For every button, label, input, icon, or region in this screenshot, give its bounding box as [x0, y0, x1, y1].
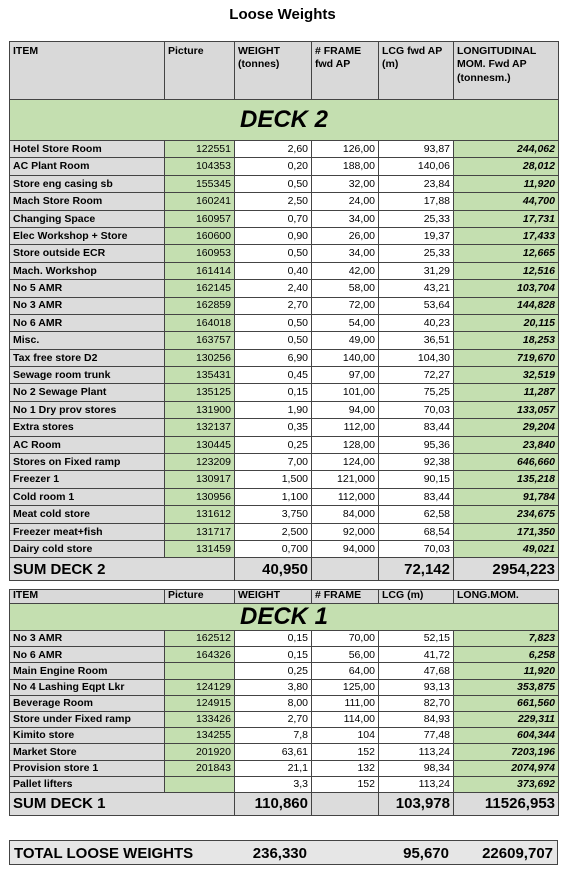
- row-picture: 155345: [165, 175, 235, 192]
- table-row: [10, 471, 559, 488]
- row-moment: 11,287: [454, 384, 559, 401]
- row-picture: 130445: [165, 436, 235, 453]
- total-weight: 236,330: [252, 845, 307, 862]
- row-item: Market Store: [10, 744, 165, 760]
- row-weight: 0,15: [235, 631, 312, 647]
- row-moment: 11,920: [454, 663, 559, 679]
- table-row: [10, 367, 559, 384]
- row-weight: 0,20: [235, 158, 312, 175]
- row-moment: 133,057: [454, 401, 559, 418]
- row-lcg: 36,51: [379, 332, 454, 349]
- row-item: AC Plant Room: [10, 158, 165, 175]
- row-item: Stores on Fixed ramp: [10, 454, 165, 471]
- row-weight: 21,1: [235, 760, 312, 776]
- row-weight: 0,15: [235, 384, 312, 401]
- row-item: Kimito store: [10, 728, 165, 744]
- row-picture: 162512: [165, 631, 235, 647]
- row-item: Mach. Workshop: [10, 262, 165, 279]
- row-picture: 104353: [165, 158, 235, 175]
- total-label: TOTAL LOOSE WEIGHTS: [14, 845, 194, 862]
- row-frame: 56,00: [312, 647, 379, 663]
- row-lcg: 43,21: [379, 280, 454, 297]
- row-frame: 92,000: [312, 523, 379, 540]
- col-header-item: ITEM: [10, 42, 165, 100]
- table-row: [10, 506, 559, 523]
- sum-weight: 110,860: [235, 792, 312, 815]
- table-row: [10, 488, 559, 505]
- page-title: Loose Weights: [229, 6, 336, 23]
- sum-weight: 40,950: [235, 558, 312, 581]
- deck1-sum-row: [10, 792, 559, 815]
- table-row: [10, 523, 559, 540]
- row-frame: 152: [312, 744, 379, 760]
- row-lcg: 98,34: [379, 760, 454, 776]
- row-picture: 161414: [165, 262, 235, 279]
- row-weight: 1,100: [235, 488, 312, 505]
- row-moment: 2074,974: [454, 760, 559, 776]
- row-weight: 2,70: [235, 297, 312, 314]
- total-lcg: 95,670: [403, 845, 449, 862]
- row-lcg: 52,15: [379, 631, 454, 647]
- row-frame: 125,00: [312, 679, 379, 695]
- row-picture: 132137: [165, 419, 235, 436]
- row-weight: 0,25: [235, 436, 312, 453]
- row-lcg: 82,70: [379, 695, 454, 711]
- row-lcg: 93,13: [379, 679, 454, 695]
- row-item: No 3 AMR: [10, 297, 165, 314]
- col-header-lcg: LCG (m): [379, 590, 454, 604]
- row-frame: 34,00: [312, 210, 379, 227]
- row-lcg: 83,44: [379, 419, 454, 436]
- col-header-weight: WEIGHT: [235, 590, 312, 604]
- row-lcg: 68,54: [379, 523, 454, 540]
- row-item: No 1 Dry prov stores: [10, 401, 165, 418]
- table-row: [10, 711, 559, 727]
- table-row: [10, 647, 559, 663]
- row-lcg: 104,30: [379, 349, 454, 366]
- col-header-frame: # FRAME fwd AP: [312, 42, 379, 100]
- row-lcg: 83,44: [379, 488, 454, 505]
- col-header-moment: LONGITUDINAL MOM. Fwd AP (tonnesm.): [454, 42, 559, 100]
- row-frame: 104: [312, 728, 379, 744]
- row-lcg: 25,33: [379, 210, 454, 227]
- row-moment: 12,665: [454, 245, 559, 262]
- deck1-title-row: [10, 604, 559, 631]
- row-frame: 72,00: [312, 297, 379, 314]
- col-header-frame: # FRAME: [312, 590, 379, 604]
- row-item: Dairy cold store: [10, 540, 165, 557]
- row-lcg: 92,38: [379, 454, 454, 471]
- row-lcg: 47,68: [379, 663, 454, 679]
- row-moment: 171,350: [454, 523, 559, 540]
- deck1-header-row: [10, 590, 559, 604]
- col-header-lcg: LCG fwd AP (m): [379, 42, 454, 100]
- row-moment: 103,704: [454, 280, 559, 297]
- row-lcg: 53,64: [379, 297, 454, 314]
- row-lcg: 62,58: [379, 506, 454, 523]
- row-weight: 0,50: [235, 175, 312, 192]
- row-moment: 20,115: [454, 314, 559, 331]
- row-moment: 234,675: [454, 506, 559, 523]
- row-lcg: 77,48: [379, 728, 454, 744]
- table-row: [10, 349, 559, 366]
- row-weight: 0,25: [235, 663, 312, 679]
- row-weight: 2,500: [235, 523, 312, 540]
- table-row: [10, 540, 559, 557]
- row-picture: 201920: [165, 744, 235, 760]
- row-lcg: 17,88: [379, 193, 454, 210]
- row-picture: 130256: [165, 349, 235, 366]
- row-moment: 17,433: [454, 227, 559, 244]
- deck2-rows: [10, 141, 559, 558]
- row-weight: 63,61: [235, 744, 312, 760]
- row-frame: 101,00: [312, 384, 379, 401]
- row-weight: 0,70: [235, 210, 312, 227]
- row-lcg: 19,37: [379, 227, 454, 244]
- deck2-title: DECK 2: [10, 100, 559, 141]
- sum-label: SUM DECK 1: [10, 792, 235, 815]
- row-frame: 126,00: [312, 141, 379, 158]
- sum-frame-empty: [312, 558, 379, 581]
- row-moment: 12,516: [454, 262, 559, 279]
- table-row: [10, 314, 559, 331]
- row-picture: 124129: [165, 679, 235, 695]
- row-lcg: 40,23: [379, 314, 454, 331]
- deck1-table: [9, 589, 559, 816]
- row-frame: 97,00: [312, 367, 379, 384]
- row-lcg: 70,03: [379, 401, 454, 418]
- table-row: [10, 297, 559, 314]
- table-row: [10, 760, 559, 776]
- row-picture: 135125: [165, 384, 235, 401]
- row-moment: 353,875: [454, 679, 559, 695]
- row-item: Elec Workshop + Store: [10, 227, 165, 244]
- row-frame: 114,00: [312, 711, 379, 727]
- row-frame: 124,00: [312, 454, 379, 471]
- table-row: [10, 262, 559, 279]
- row-weight: 0,40: [235, 262, 312, 279]
- row-picture: 160953: [165, 245, 235, 262]
- row-item: AC Room: [10, 436, 165, 453]
- row-frame: 94,00: [312, 401, 379, 418]
- table-row: [10, 210, 559, 227]
- row-item: Store eng casing sb: [10, 175, 165, 192]
- row-frame: 128,00: [312, 436, 379, 453]
- row-lcg: 31,29: [379, 262, 454, 279]
- row-item: No 6 AMR: [10, 647, 165, 663]
- row-moment: 7203,196: [454, 744, 559, 760]
- row-picture: 164326: [165, 647, 235, 663]
- row-picture: 130956: [165, 488, 235, 505]
- row-picture: 131459: [165, 540, 235, 557]
- row-moment: 144,828: [454, 297, 559, 314]
- table-row: [10, 631, 559, 647]
- row-item: Pallet lifters: [10, 776, 165, 792]
- row-picture: 201843: [165, 760, 235, 776]
- row-moment: 604,344: [454, 728, 559, 744]
- table-row: [10, 141, 559, 158]
- deck2-header-row: [10, 42, 559, 100]
- row-weight: 2,40: [235, 280, 312, 297]
- row-lcg: 25,33: [379, 245, 454, 262]
- row-picture: [165, 663, 235, 679]
- row-picture: 162145: [165, 280, 235, 297]
- row-frame: 121,000: [312, 471, 379, 488]
- row-lcg: 84,93: [379, 711, 454, 727]
- row-picture: 123209: [165, 454, 235, 471]
- row-picture: 124915: [165, 695, 235, 711]
- row-moment: 135,218: [454, 471, 559, 488]
- table-row: [10, 175, 559, 192]
- row-frame: 112,000: [312, 488, 379, 505]
- row-moment: 646,660: [454, 454, 559, 471]
- row-weight: 2,50: [235, 193, 312, 210]
- row-moment: 44,700: [454, 193, 559, 210]
- row-frame: 188,00: [312, 158, 379, 175]
- row-lcg: 90,15: [379, 471, 454, 488]
- col-header-weight: WEIGHT (tonnes): [235, 42, 312, 100]
- row-frame: 64,00: [312, 663, 379, 679]
- row-item: Store under Fixed ramp: [10, 711, 165, 727]
- col-header-picture: Picture: [165, 590, 235, 604]
- deck1-rows: [10, 631, 559, 793]
- table-row: [10, 332, 559, 349]
- table-row: [10, 280, 559, 297]
- row-frame: 24,00: [312, 193, 379, 210]
- deck2-table: [9, 41, 559, 581]
- row-frame: 54,00: [312, 314, 379, 331]
- sum-moment: 11526,953: [454, 792, 559, 815]
- row-moment: 32,519: [454, 367, 559, 384]
- row-lcg: 140,06: [379, 158, 454, 175]
- row-lcg: 75,25: [379, 384, 454, 401]
- row-moment: 29,204: [454, 419, 559, 436]
- row-item: Hotel Store Room: [10, 141, 165, 158]
- sum-lcg: 103,978: [379, 792, 454, 815]
- row-frame: 132: [312, 760, 379, 776]
- row-moment: 23,840: [454, 436, 559, 453]
- row-item: Misc.: [10, 332, 165, 349]
- row-moment: 719,670: [454, 349, 559, 366]
- table-row: [10, 454, 559, 471]
- row-moment: 6,258: [454, 647, 559, 663]
- total-row: [9, 840, 558, 865]
- row-frame: 111,00: [312, 695, 379, 711]
- row-weight: 0,50: [235, 245, 312, 262]
- row-moment: 7,823: [454, 631, 559, 647]
- row-picture: 160957: [165, 210, 235, 227]
- row-moment: 373,692: [454, 776, 559, 792]
- row-item: No 3 AMR: [10, 631, 165, 647]
- row-item: No 6 AMR: [10, 314, 165, 331]
- row-item: No 5 AMR: [10, 280, 165, 297]
- sum-lcg: 72,142: [379, 558, 454, 581]
- row-weight: 0,90: [235, 227, 312, 244]
- row-item: Sewage room trunk: [10, 367, 165, 384]
- row-item: Tax free store D2: [10, 349, 165, 366]
- row-item: Freezer 1: [10, 471, 165, 488]
- row-moment: 91,784: [454, 488, 559, 505]
- row-item: Mach Store Room: [10, 193, 165, 210]
- table-row: [10, 744, 559, 760]
- deck1-title: DECK 1: [10, 604, 559, 631]
- table-row: [10, 663, 559, 679]
- row-frame: 94,000: [312, 540, 379, 557]
- row-weight: 0,700: [235, 540, 312, 557]
- row-item: Store outside ECR: [10, 245, 165, 262]
- row-lcg: 70,03: [379, 540, 454, 557]
- table-row: [10, 245, 559, 262]
- row-lcg: 113,24: [379, 744, 454, 760]
- row-picture: 160241: [165, 193, 235, 210]
- row-weight: 6,90: [235, 349, 312, 366]
- row-item: Freezer meat+fish: [10, 523, 165, 540]
- deck2-title-row: [10, 100, 559, 141]
- row-picture: 130917: [165, 471, 235, 488]
- row-item: Beverage Room: [10, 695, 165, 711]
- table-row: [10, 728, 559, 744]
- row-picture: 164018: [165, 314, 235, 331]
- row-item: No 2 Sewage Plant: [10, 384, 165, 401]
- row-lcg: 113,24: [379, 776, 454, 792]
- row-picture: 122551: [165, 141, 235, 158]
- row-moment: 229,311: [454, 711, 559, 727]
- col-header-moment: LONG.MOM.: [454, 590, 559, 604]
- sum-label: SUM DECK 2: [10, 558, 235, 581]
- table-row: [10, 436, 559, 453]
- sum-moment: 2954,223: [454, 558, 559, 581]
- row-weight: 3,750: [235, 506, 312, 523]
- row-item: Changing Space: [10, 210, 165, 227]
- table-row: [10, 401, 559, 418]
- row-weight: 0,50: [235, 332, 312, 349]
- row-weight: 1,500: [235, 471, 312, 488]
- row-weight: 3,3: [235, 776, 312, 792]
- table-row: [10, 776, 559, 792]
- row-picture: 131717: [165, 523, 235, 540]
- row-frame: 70,00: [312, 631, 379, 647]
- row-weight: 8,00: [235, 695, 312, 711]
- table-row: [10, 384, 559, 401]
- row-frame: 34,00: [312, 245, 379, 262]
- row-lcg: 95,36: [379, 436, 454, 453]
- row-picture: 135431: [165, 367, 235, 384]
- row-item: Extra stores: [10, 419, 165, 436]
- row-picture: 163757: [165, 332, 235, 349]
- table-row: [10, 679, 559, 695]
- row-lcg: 23,84: [379, 175, 454, 192]
- sum-frame-empty: [312, 792, 379, 815]
- row-item: Cold room 1: [10, 488, 165, 505]
- row-frame: 26,00: [312, 227, 379, 244]
- table-row: [10, 419, 559, 436]
- row-lcg: 93,87: [379, 141, 454, 158]
- row-frame: 84,000: [312, 506, 379, 523]
- row-item: No 4 Lashing Eqpt Lkr: [10, 679, 165, 695]
- col-header-picture: Picture: [165, 42, 235, 100]
- row-weight: 2,70: [235, 711, 312, 727]
- row-picture: 131612: [165, 506, 235, 523]
- row-frame: 112,00: [312, 419, 379, 436]
- row-lcg: 41,72: [379, 647, 454, 663]
- row-frame: 152: [312, 776, 379, 792]
- row-weight: 0,50: [235, 314, 312, 331]
- row-frame: 140,00: [312, 349, 379, 366]
- row-moment: 661,560: [454, 695, 559, 711]
- row-weight: 0,45: [235, 367, 312, 384]
- row-weight: 3,80: [235, 679, 312, 695]
- row-weight: 0,35: [235, 419, 312, 436]
- row-picture: 134255: [165, 728, 235, 744]
- row-weight: 7,00: [235, 454, 312, 471]
- row-weight: 7,8: [235, 728, 312, 744]
- row-moment: 28,012: [454, 158, 559, 175]
- table-row: [10, 227, 559, 244]
- row-item: Main Engine Room: [10, 663, 165, 679]
- row-moment: 11,920: [454, 175, 559, 192]
- col-header-item: ITEM: [10, 590, 165, 604]
- row-frame: 58,00: [312, 280, 379, 297]
- row-picture: [165, 776, 235, 792]
- total-moment: 22609,707: [482, 845, 553, 862]
- row-weight: 1,90: [235, 401, 312, 418]
- row-picture: 133426: [165, 711, 235, 727]
- row-moment: 49,021: [454, 540, 559, 557]
- table-row: [10, 695, 559, 711]
- row-moment: 18,253: [454, 332, 559, 349]
- row-lcg: 72,27: [379, 367, 454, 384]
- row-moment: 244,062: [454, 141, 559, 158]
- row-picture: 160600: [165, 227, 235, 244]
- row-moment: 17,731: [454, 210, 559, 227]
- row-frame: 42,00: [312, 262, 379, 279]
- table-row: [10, 193, 559, 210]
- deck2-sum-row: [10, 558, 559, 581]
- row-picture: 131900: [165, 401, 235, 418]
- table-row: [10, 158, 559, 175]
- row-item: Provision store 1: [10, 760, 165, 776]
- row-frame: 32,00: [312, 175, 379, 192]
- row-item: Meat cold store: [10, 506, 165, 523]
- row-frame: 49,00: [312, 332, 379, 349]
- row-picture: 162859: [165, 297, 235, 314]
- row-weight: 0,15: [235, 647, 312, 663]
- row-weight: 2,60: [235, 141, 312, 158]
